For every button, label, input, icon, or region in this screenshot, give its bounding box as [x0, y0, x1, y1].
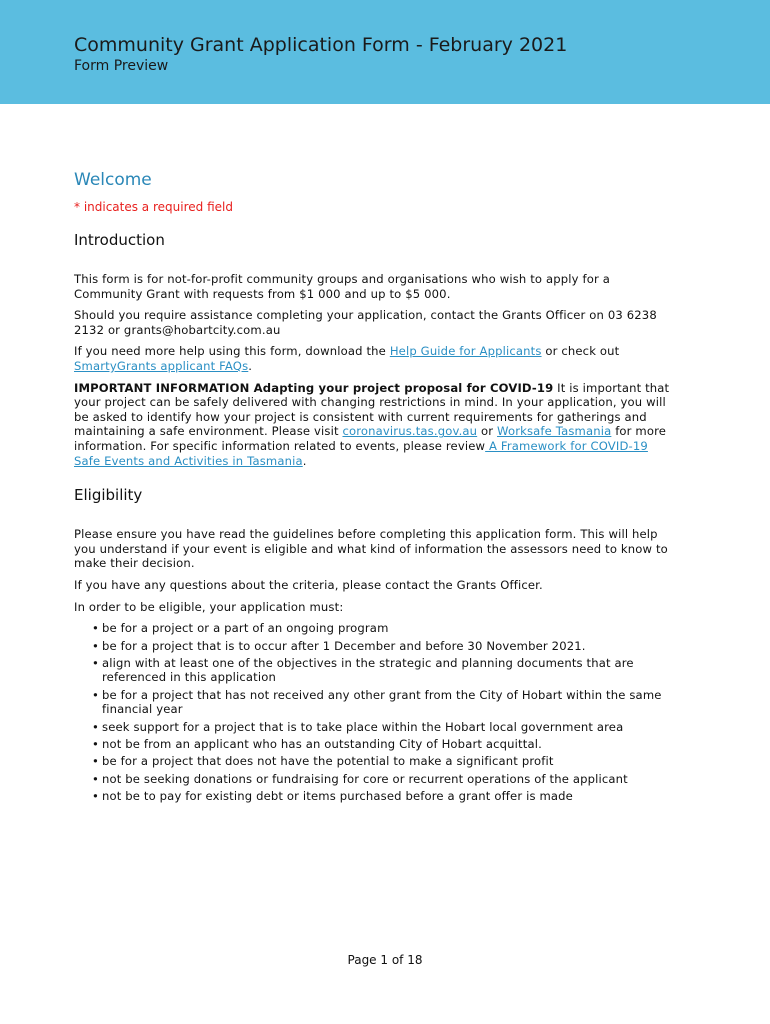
applicant-faqs-link[interactable]: SmartyGrants applicant FAQs [74, 358, 249, 373]
bullet-icon: • [92, 638, 99, 653]
form-subtitle: Form Preview [74, 58, 169, 74]
bullet-icon: • [92, 655, 99, 670]
bullet-icon: • [92, 687, 99, 702]
form-title: Community Grant Application Form - February 2021 [74, 34, 568, 56]
covid-framework-link[interactable]: A Framework for COVID-19 Safe Events and Activities in Tasmania [74, 438, 648, 468]
bullet-icon: • [92, 754, 99, 769]
coronavirus-tas-link[interactable]: coronavirus.tas.gov.au [342, 424, 478, 439]
covid-info-paragraph: IMPORTANT INFORMATION Adapting your project proposal for COVID-19 It is important that your project can be safely delivered with changing restrictions in mind. In your application, you will be asked to identify how your project is consistent with current requirements for gatherings and maintaining a safe environment. Please visit coronavirus.tas.gov.au or Worksafe Tasmania for more information. For specific information related to events, please review A Framework for COVID-19 Safe Events and Activities in Tasmania. [74, 380, 670, 468]
list-item: • be for a project that does not have the potential to make a significant profit [92, 754, 554, 769]
welcome-heading: Welcome [74, 170, 152, 190]
bullet-icon: • [92, 719, 99, 734]
list-item: • be for a project that is to occur after 1 December and before 30 November 2021. [92, 638, 586, 653]
list-item: • seek support for a project that is to take place within the Hobart local government area [92, 719, 624, 734]
form-content [74, 170, 674, 807]
eligibility-paragraph-1: Please ensure you have read the guidelines before completing this application form. This will help you understand if your event is eligible and what kind of information the assessors need to know to make their decision. [74, 527, 668, 571]
list-item: • align with at least one of the objectives in the strategic and planning documents that are referenced in this application [92, 655, 634, 685]
worksafe-tasmania-link[interactable]: Worksafe Tasmania [497, 424, 612, 439]
intro-paragraph-3: If you need more help using this form, download the Help Guide for Applicants or check out SmartyGrants applicant FAQs. [74, 344, 620, 373]
intro-paragraph-1: This form is for not-for-profit community groups and organisations who wish to apply for a Community Grant with requests from $1 000 and up to $5 000. [74, 272, 610, 301]
bullet-icon: • [92, 771, 99, 786]
bullet-icon: • [92, 736, 99, 751]
eligibility-heading: Eligibility [74, 486, 143, 505]
eligibility-paragraph-2: If you have any questions about the criteria, please contact the Grants Officer. [74, 577, 543, 592]
introduction-heading: Introduction [74, 231, 165, 249]
list-item: • not be from an applicant who has an outstanding City of Hobart acquittal. [92, 736, 542, 751]
list-item: • not be seeking donations or fundraising for core or recurrent operations of the applicant [92, 771, 628, 786]
list-item: • be for a project that has not received any other grant from the City of Hobart within the same financial year [92, 687, 662, 717]
page-number: Page 1 of 18 [347, 953, 423, 967]
eligibility-paragraph-3: In order to be eligible, your application must: [74, 599, 344, 614]
covid-important-label: IMPORTANT INFORMATION Adapting your project proposal for COVID-19 [74, 380, 554, 395]
bullet-icon: • [92, 621, 99, 636]
required-note: * indicates a required field [74, 200, 233, 214]
page-header [0, 0, 770, 104]
list-item: • not be to pay for existing debt or items purchased before a grant offer is made [92, 789, 573, 804]
list-item: • be for a project or a part of an ongoing program [92, 621, 389, 636]
eligibility-criteria-list [74, 621, 674, 803]
bullet-icon: • [92, 789, 99, 804]
help-guide-link[interactable]: Help Guide for Applicants [389, 344, 542, 359]
intro-paragraph-2: Should you require assistance completing your application, contact the Grants Officer on 03 6238 2132 or grants@hobartcity.com.au [74, 308, 657, 337]
